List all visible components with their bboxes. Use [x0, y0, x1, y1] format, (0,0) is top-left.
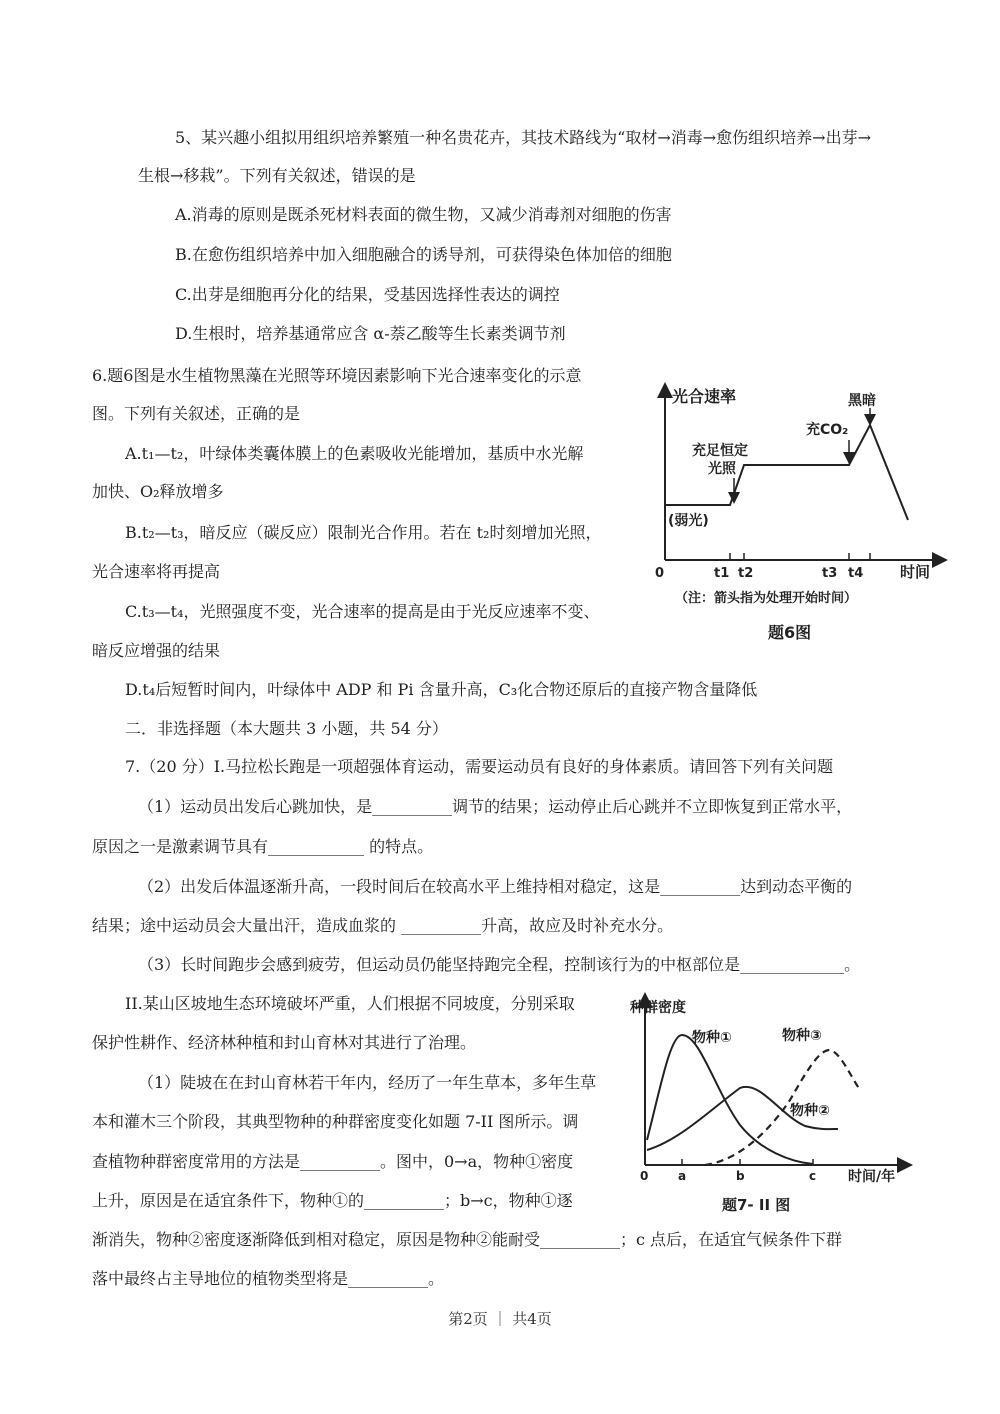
q7-line1: 7.（20 分）I.马拉松长跑是一项超强体育运动，需要运动员有良好的身体素质。请回答下列有关问题	[125, 757, 834, 776]
q5-option-c: C.出芽是细胞再分化的结果，受基因选择性表达的调控	[175, 285, 560, 304]
figure-7-ii-population-chart	[630, 990, 920, 1220]
q6-option-c-line1: C.t₃—t₄，光照强度不变，光合速率的提高是由于光反应速率不变、	[125, 602, 600, 621]
q7-line4: （2）出发后体温逐渐升高，一段时间后在较高水平上维持相对稳定，这是__________达到动态平衡的	[138, 877, 853, 896]
q7-ii-line5: 查植物种群密度常用的方法是__________。图中，0→a，物种①密度	[92, 1152, 574, 1171]
fig7-x-label: 时间/年	[848, 1169, 896, 1185]
fig7-y-label: 种群密度	[630, 1000, 686, 1016]
q6-option-d: D.t₄后短暂时间内，叶绿体中 ADP 和 Pi 含量升高，C₃化合物还原后的直接产物含量降低	[125, 680, 758, 699]
fig7-species-1-curve	[647, 1035, 813, 1164]
fig7-label-species-3: 物种③	[782, 1028, 822, 1044]
fig6-ann-light-1: 充足恒定	[692, 443, 748, 459]
fig7-tick-c: c	[809, 1169, 817, 1183]
fig6-x-label: 时间	[900, 563, 931, 581]
fig6-tick-t1: t1	[714, 566, 730, 581]
fig6-tick-t2: t2	[738, 566, 754, 581]
q7-ii-line8: 落中最终占主导地位的植物类型将是__________。	[92, 1269, 445, 1288]
q6-stem-line1: 6.题6图是水生植物黑藻在光照等环境因素影响下光合速率变化的示意	[92, 366, 582, 385]
fig7-label-species-1: 物种①	[692, 1030, 732, 1046]
figure-6-photosynthesis-chart	[650, 380, 950, 655]
fig6-ann-dark: 黑暗	[848, 393, 876, 409]
fig7-caption: 题7- II 图	[722, 1196, 791, 1214]
fig7-label-species-2: 物种②	[790, 1103, 830, 1119]
q7-ii-line2: 保护性耕作、经济林种植和封山育林对其进行了治理。	[92, 1033, 477, 1052]
fig7-tick-b: b	[736, 1169, 745, 1183]
fig6-tick-t4: t4	[848, 566, 864, 581]
fig6-note: （注：箭头指为处理开始时间）	[675, 591, 858, 606]
q6-stem-line2: 图。下列有关叙述，正确的是	[92, 404, 301, 423]
q7-ii-line4: 本和灌木三个阶段，其典型物种的种群密度变化如题 7-II 图所示。调	[92, 1112, 579, 1131]
page-footer: 第2页 ｜ 共4页	[448, 1310, 552, 1328]
q7-ii-line7: 渐消失，物种②密度逐渐降低到相对稳定，原因是物种②能耐受__________；c 点后，在适宜气候条件下群	[92, 1230, 843, 1249]
q5-option-d: D.生根时，培养基通常应含 α-萘乙酸等生长素类调节剂	[175, 324, 566, 343]
q5-stem-line2: 生根→移栽”。下列有关叙述，错误的是	[138, 166, 416, 185]
q7-ii-line3: （1）陡坡在在封山育林若干年内，经历了一年生草本，多年生草	[138, 1073, 597, 1092]
q7-line2: （1）运动员出发后心跳加快，是__________调节的结果；运动停止后心跳并不立即恢复到正常水平，	[138, 797, 853, 816]
q5-option-b: B.在愈伤组织培养中加入细胞融合的诱导剂，可获得染色体加倍的细胞	[175, 245, 672, 264]
q5-option-a: A.消毒的原则是既杀死材料表面的微生物，又减少消毒剂对细胞的伤害	[175, 205, 672, 224]
fig7-tick-a: a	[678, 1169, 687, 1183]
fig6-ann-co2: 充CO₂	[806, 422, 849, 438]
q6-option-c-line2: 暗反应增强的结果	[92, 641, 221, 660]
q7-line6: （3）长时间跑步会感到疲劳，但运动员仍能坚持跑完全程，控制该行为的中枢部位是_____________。	[138, 955, 861, 974]
q5-stem-line1: 5、某兴趣小组拟用组织培养繁殖一种名贵花卉，其技术路线为“取材→消毒→愈伤组织培养→出芽→	[175, 128, 871, 147]
q7-ii-line6: 上升，原因是在适宜条件下，物种①的__________；b→c，物种①逐	[92, 1191, 573, 1210]
fig6-rate-curve	[665, 425, 908, 520]
fig7-origin: 0	[640, 1169, 649, 1183]
q7-line3: 原因之一是激素调节具有____________ 的特点。	[92, 837, 434, 856]
fig6-ann-weak-light: (弱光)	[668, 513, 709, 529]
q6-option-a-line1: A.t₁—t₂，叶绿体类囊体膜上的色素吸收光能增加，基质中水光解	[125, 444, 584, 463]
fig6-tick-t3: t3	[822, 566, 838, 581]
q6-option-b-line2: 光合速率将再提高	[92, 562, 221, 581]
q7-line5: 结果；途中运动员会大量出汗，造成血浆的 __________升高，故应及时补充水分。	[92, 916, 674, 935]
fig6-origin: 0	[655, 566, 665, 581]
fig6-ann-light-2: 光照	[708, 461, 736, 477]
q6-option-b-line1: B.t₂—t₃，暗反应（碳反应）限制光合作用。若在 t₂时刻增加光照，	[125, 523, 602, 542]
fig6-caption: 题6图	[768, 623, 812, 642]
q7-ii-line1: II.某山区坡地生态环境破坏严重，人们根据不同坡度，分别采取	[125, 994, 575, 1013]
q6-option-a-line2: 加快、O₂释放增多	[92, 482, 224, 501]
section-2-heading: 二．非选择题（本大题共 3 小题，共 54 分）	[125, 719, 448, 738]
fig6-y-label: 光合速率	[672, 387, 737, 406]
